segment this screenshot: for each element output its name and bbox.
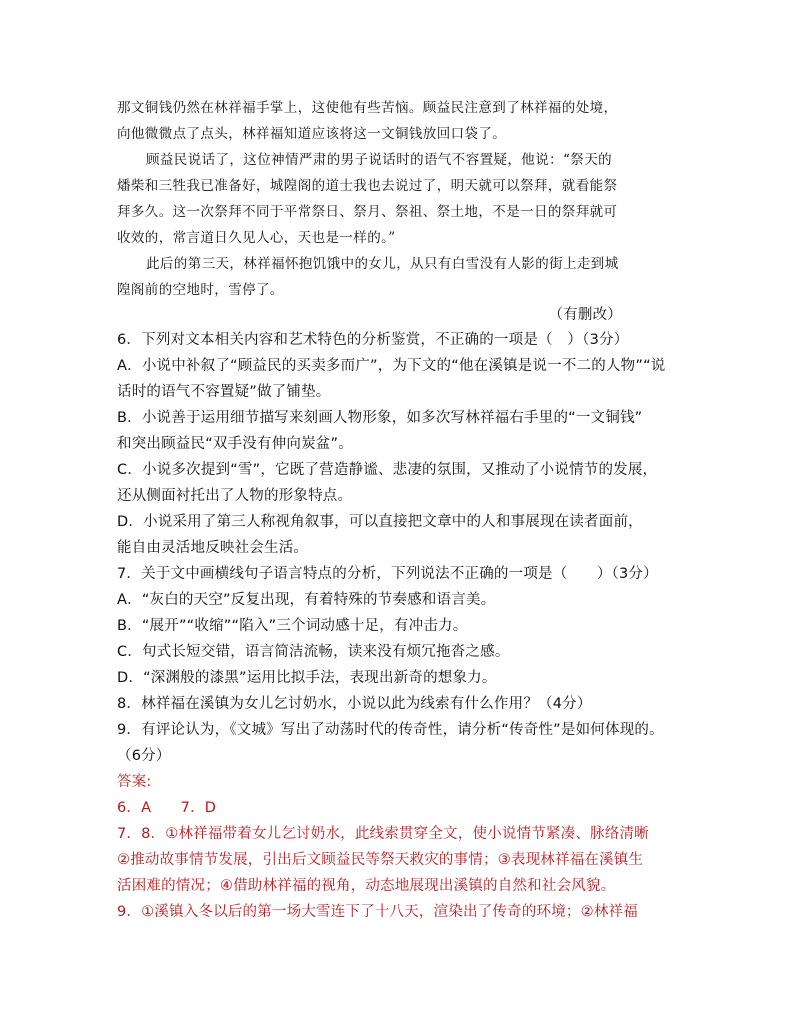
- question-9-stem: 9．有评论认为，《文城》写出了动荡时代的传奇性，请分析“传奇性”是如何体现的。: [117, 722, 664, 738]
- question-6-option-a-cont: 话时的语气不容置疑”做了铺垫。: [117, 384, 331, 400]
- passage-line: 收效的，常言道日久见人心，天也是一样的。”: [117, 230, 396, 246]
- passage-line: 燔柴和三牲我已准备好，城隍阁的道士我也去说过了，明天就可以祭拜，就看能祭: [117, 178, 618, 194]
- question-7-option-c: C．句式长短交错，语言简洁流畅，读来没有烦冗拖沓之感。: [117, 644, 510, 660]
- passage-line: 向他微微点了点头，林祥福知道应该将这一文铜钱放回口袋了。: [117, 126, 507, 142]
- question-7-option-b: B．“展开”“收缩”“陷入”三个词动感十足，有冲击力。: [117, 618, 468, 634]
- answer-8-line: 7．8．①林祥福带着女儿乞讨奶水，此线索贯穿全文，使小说情节紧凑、脉络清晰: [117, 826, 649, 842]
- passage-line: 隍阁前的空地时，雪停了。: [117, 282, 284, 298]
- question-6-option-c: C．小说多次提到“雪”，它既了营造静谧、悲凄的氛围，又推动了小说情节的发展，: [117, 462, 658, 478]
- question-9-stem-cont: （6分）: [117, 748, 171, 764]
- passage-line: 拜多久。这一次祭拜不同于平常祭日、祭月、祭祖、祭土地，不是一日的祭拜就可: [117, 204, 618, 220]
- question-8-stem: 8．林祥福在溪镇为女儿乞讨奶水，小说以此为线索有什么作用？（4分）: [117, 696, 592, 712]
- answer-label: 答案:: [117, 774, 152, 790]
- question-6-option-d-cont: 能自由灵活地反映社会生活。: [117, 540, 309, 556]
- passage-line: 那文铜钱仍然在林祥福手掌上，这使他有些苦恼。顾益民注意到了林祥福的处境，: [117, 100, 618, 116]
- question-6-option-b-cont: 和突出顾益民“双手没有伸向炭盆”。: [117, 436, 353, 452]
- answer-8-line: ②推动故事情节发展，引出后文顾益民等祭天救灾的事情；③表现林祥福在溪镇生: [117, 852, 644, 868]
- question-6-option-a: A．小说中补叙了“顾益民的买卖多而广”，为下文的“他在溪镇是说一不二的人物”“说: [117, 358, 666, 374]
- passage-line: 此后的第三天，林祥福怀抱饥饿中的女儿，从只有白雪没有人影的街上走到城: [146, 256, 619, 272]
- question-7-option-a: A．“灰白的天空”反复出现，有着特殊的节奏感和语言美。: [117, 592, 496, 608]
- source-note: （有删改）: [548, 307, 622, 323]
- passage-line: 顾益民说话了，这位神情严肃的男子说话时的语气不容置疑，他说：“祭天的: [146, 152, 613, 168]
- question-6-stem: 6．下列对文本相关内容和艺术特色的分析鉴赏，不正确的一项是（ ）（3分）: [117, 332, 629, 348]
- answer-8-line: 活困难的情况；④借助林祥福的视角，动态地展现出溪镇的自然和社会风貌。: [117, 878, 616, 894]
- question-6-option-c-cont: 还从侧面衬托出了人物的形象特点。: [117, 488, 353, 504]
- question-6-option-d: D．小说采用了第三人称视角叙事，可以直接把文章中的人和事展现在读者面前，: [117, 514, 643, 530]
- answer-choices: 6．A 7．D: [117, 800, 217, 816]
- answer-9-line: 9．①溪镇入冬以后的第一场大雪连下了十八天，渲染出了传奇的环境；②林祥福: [117, 904, 638, 920]
- question-7-option-d: D．“深渊般的漆黑”运用比拟手法，表现出新奇的想象力。: [117, 670, 497, 686]
- question-6-option-b: B．小说善于运用细节描写来刻画人物形象，如多次写林祥福右手里的“一文铜钱”: [117, 410, 643, 426]
- question-7-stem: 7．关于文中画横线句子语言特点的分析，下列说法不正确的一项是（ ）（3分）: [117, 566, 658, 582]
